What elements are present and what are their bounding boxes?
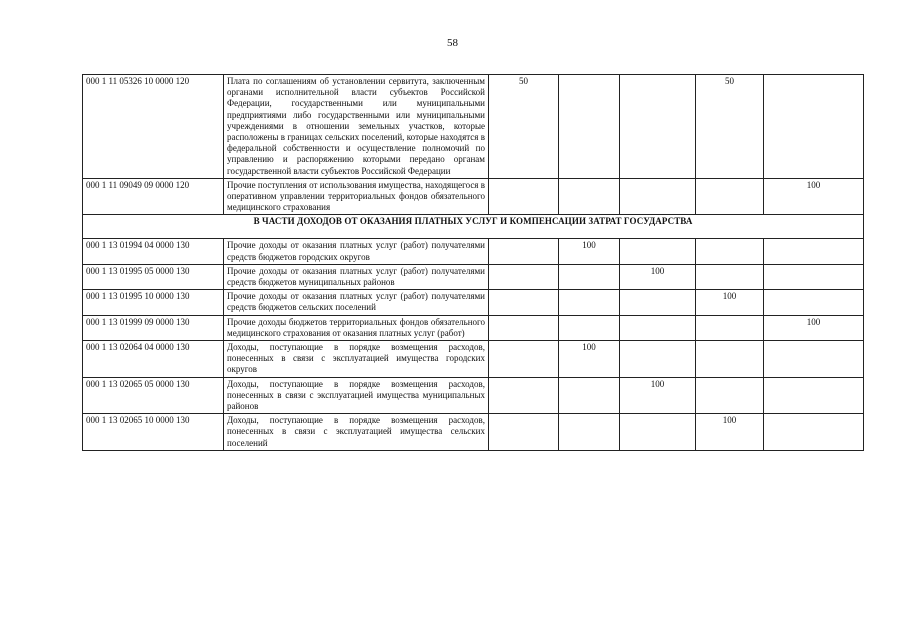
value-cell-1 (489, 239, 559, 264)
value-cell-2 (559, 264, 620, 289)
value-cell-5 (764, 264, 864, 289)
value-cell-1: 50 (489, 75, 559, 179)
value-cell-5 (764, 377, 864, 414)
kbk-code-cell: 000 1 13 01999 09 0000 130 (83, 315, 224, 340)
description-cell: Плата по соглашениям об установлении сервитута, заключенным органами исполнительной власти субъектов Российской Федерации, государственными или муниципальными предприятиями либо государственными или муниципальными учреждениями в отношении земельных участков, которые расположены в границах сельских поселений, которые находятся в федеральной собственности и осуществление полномочий по управлению и распоряжению которыми передано органам государственной власти субъектов Российской Федерации (224, 75, 489, 179)
value-cell-4 (696, 377, 764, 414)
value-cell-2: 100 (559, 239, 620, 264)
value-cell-1 (489, 341, 559, 378)
value-cell-3: 100 (620, 377, 696, 414)
value-cell-5 (764, 290, 864, 315)
value-cell-2 (559, 414, 620, 451)
value-cell-3 (620, 414, 696, 451)
table-row (83, 290, 864, 315)
value-cell-1 (489, 178, 559, 215)
revenue-table (82, 74, 864, 451)
kbk-code-cell: 000 1 13 01994 04 0000 130 (83, 239, 224, 264)
value-cell-4: 100 (696, 290, 764, 315)
value-cell-4 (696, 264, 764, 289)
section-heading: В ЧАСТИ ДОХОДОВ ОТ ОКАЗАНИЯ ПЛАТНЫХ УСЛУГ И КОМПЕНСАЦИИ ЗАТРАТ ГОСУДАРСТВА (83, 215, 864, 239)
table-row (83, 341, 864, 378)
kbk-code-cell: 000 1 11 09049 09 0000 120 (83, 178, 224, 215)
value-cell-1 (489, 290, 559, 315)
page-number: 58 (447, 37, 458, 49)
table-body-after (83, 239, 864, 450)
value-cell-4: 100 (696, 414, 764, 451)
value-cell-4 (696, 315, 764, 340)
value-cell-3 (620, 178, 696, 215)
description-cell: Прочие доходы от оказания платных услуг (работ) получателями средств бюджетов сельских поселений (224, 290, 489, 315)
value-cell-1 (489, 264, 559, 289)
kbk-code-cell: 000 1 13 02064 04 0000 130 (83, 341, 224, 378)
description-cell: Прочие доходы бюджетов территориальных фондов обязательного медицинского страхования от оказания платных услуг (работ) (224, 315, 489, 340)
kbk-code-cell: 000 1 13 01995 05 0000 130 (83, 264, 224, 289)
value-cell-1 (489, 414, 559, 451)
value-cell-5 (764, 75, 864, 179)
description-cell: Доходы, поступающие в порядке возмещения расходов, понесенных в связи с эксплуатацией имущества муниципальных районов (224, 377, 489, 414)
description-cell: Прочие доходы от оказания платных услуг (работ) получателями средств бюджетов муниципальных районов (224, 264, 489, 289)
table-row (83, 75, 864, 179)
kbk-code-cell: 000 1 11 05326 10 0000 120 (83, 75, 224, 179)
table-row (83, 264, 864, 289)
value-cell-2 (559, 75, 620, 179)
value-cell-4 (696, 239, 764, 264)
kbk-code-cell: 000 1 13 02065 10 0000 130 (83, 414, 224, 451)
description-cell: Прочие доходы от оказания платных услуг (работ) получателями средств бюджетов городских округов (224, 239, 489, 264)
table-row (83, 315, 864, 340)
value-cell-3 (620, 75, 696, 179)
table-row (83, 377, 864, 414)
value-cell-5: 100 (764, 178, 864, 215)
value-cell-5: 100 (764, 315, 864, 340)
section-heading-row (83, 215, 864, 239)
value-cell-2: 100 (559, 341, 620, 378)
value-cell-3 (620, 341, 696, 378)
value-cell-4: 50 (696, 75, 764, 179)
kbk-code-cell: 000 1 13 02065 05 0000 130 (83, 377, 224, 414)
value-cell-4 (696, 178, 764, 215)
value-cell-1 (489, 315, 559, 340)
value-cell-5 (764, 239, 864, 264)
table-section (83, 215, 864, 239)
value-cell-5 (764, 414, 864, 451)
table-row (83, 414, 864, 451)
value-cell-2 (559, 315, 620, 340)
description-cell: Доходы, поступающие в порядке возмещения расходов, понесенных в связи с эксплуатацией имущества городских округов (224, 341, 489, 378)
description-cell: Доходы, поступающие в порядке возмещения расходов, понесенных в связи с эксплуатацией имущества сельских поселений (224, 414, 489, 451)
table-row (83, 178, 864, 215)
description-cell: Прочие поступления от использования имущества, находящегося в оперативном управлении территориальных фондов обязательного медицинского страхования (224, 178, 489, 215)
value-cell-2 (559, 377, 620, 414)
value-cell-3: 100 (620, 264, 696, 289)
value-cell-3 (620, 239, 696, 264)
value-cell-4 (696, 341, 764, 378)
value-cell-5 (764, 341, 864, 378)
table-row (83, 239, 864, 264)
kbk-code-cell: 000 1 13 01995 10 0000 130 (83, 290, 224, 315)
table-body-before (83, 75, 864, 215)
value-cell-1 (489, 377, 559, 414)
value-cell-3 (620, 290, 696, 315)
value-cell-3 (620, 315, 696, 340)
value-cell-2 (559, 290, 620, 315)
value-cell-2 (559, 178, 620, 215)
